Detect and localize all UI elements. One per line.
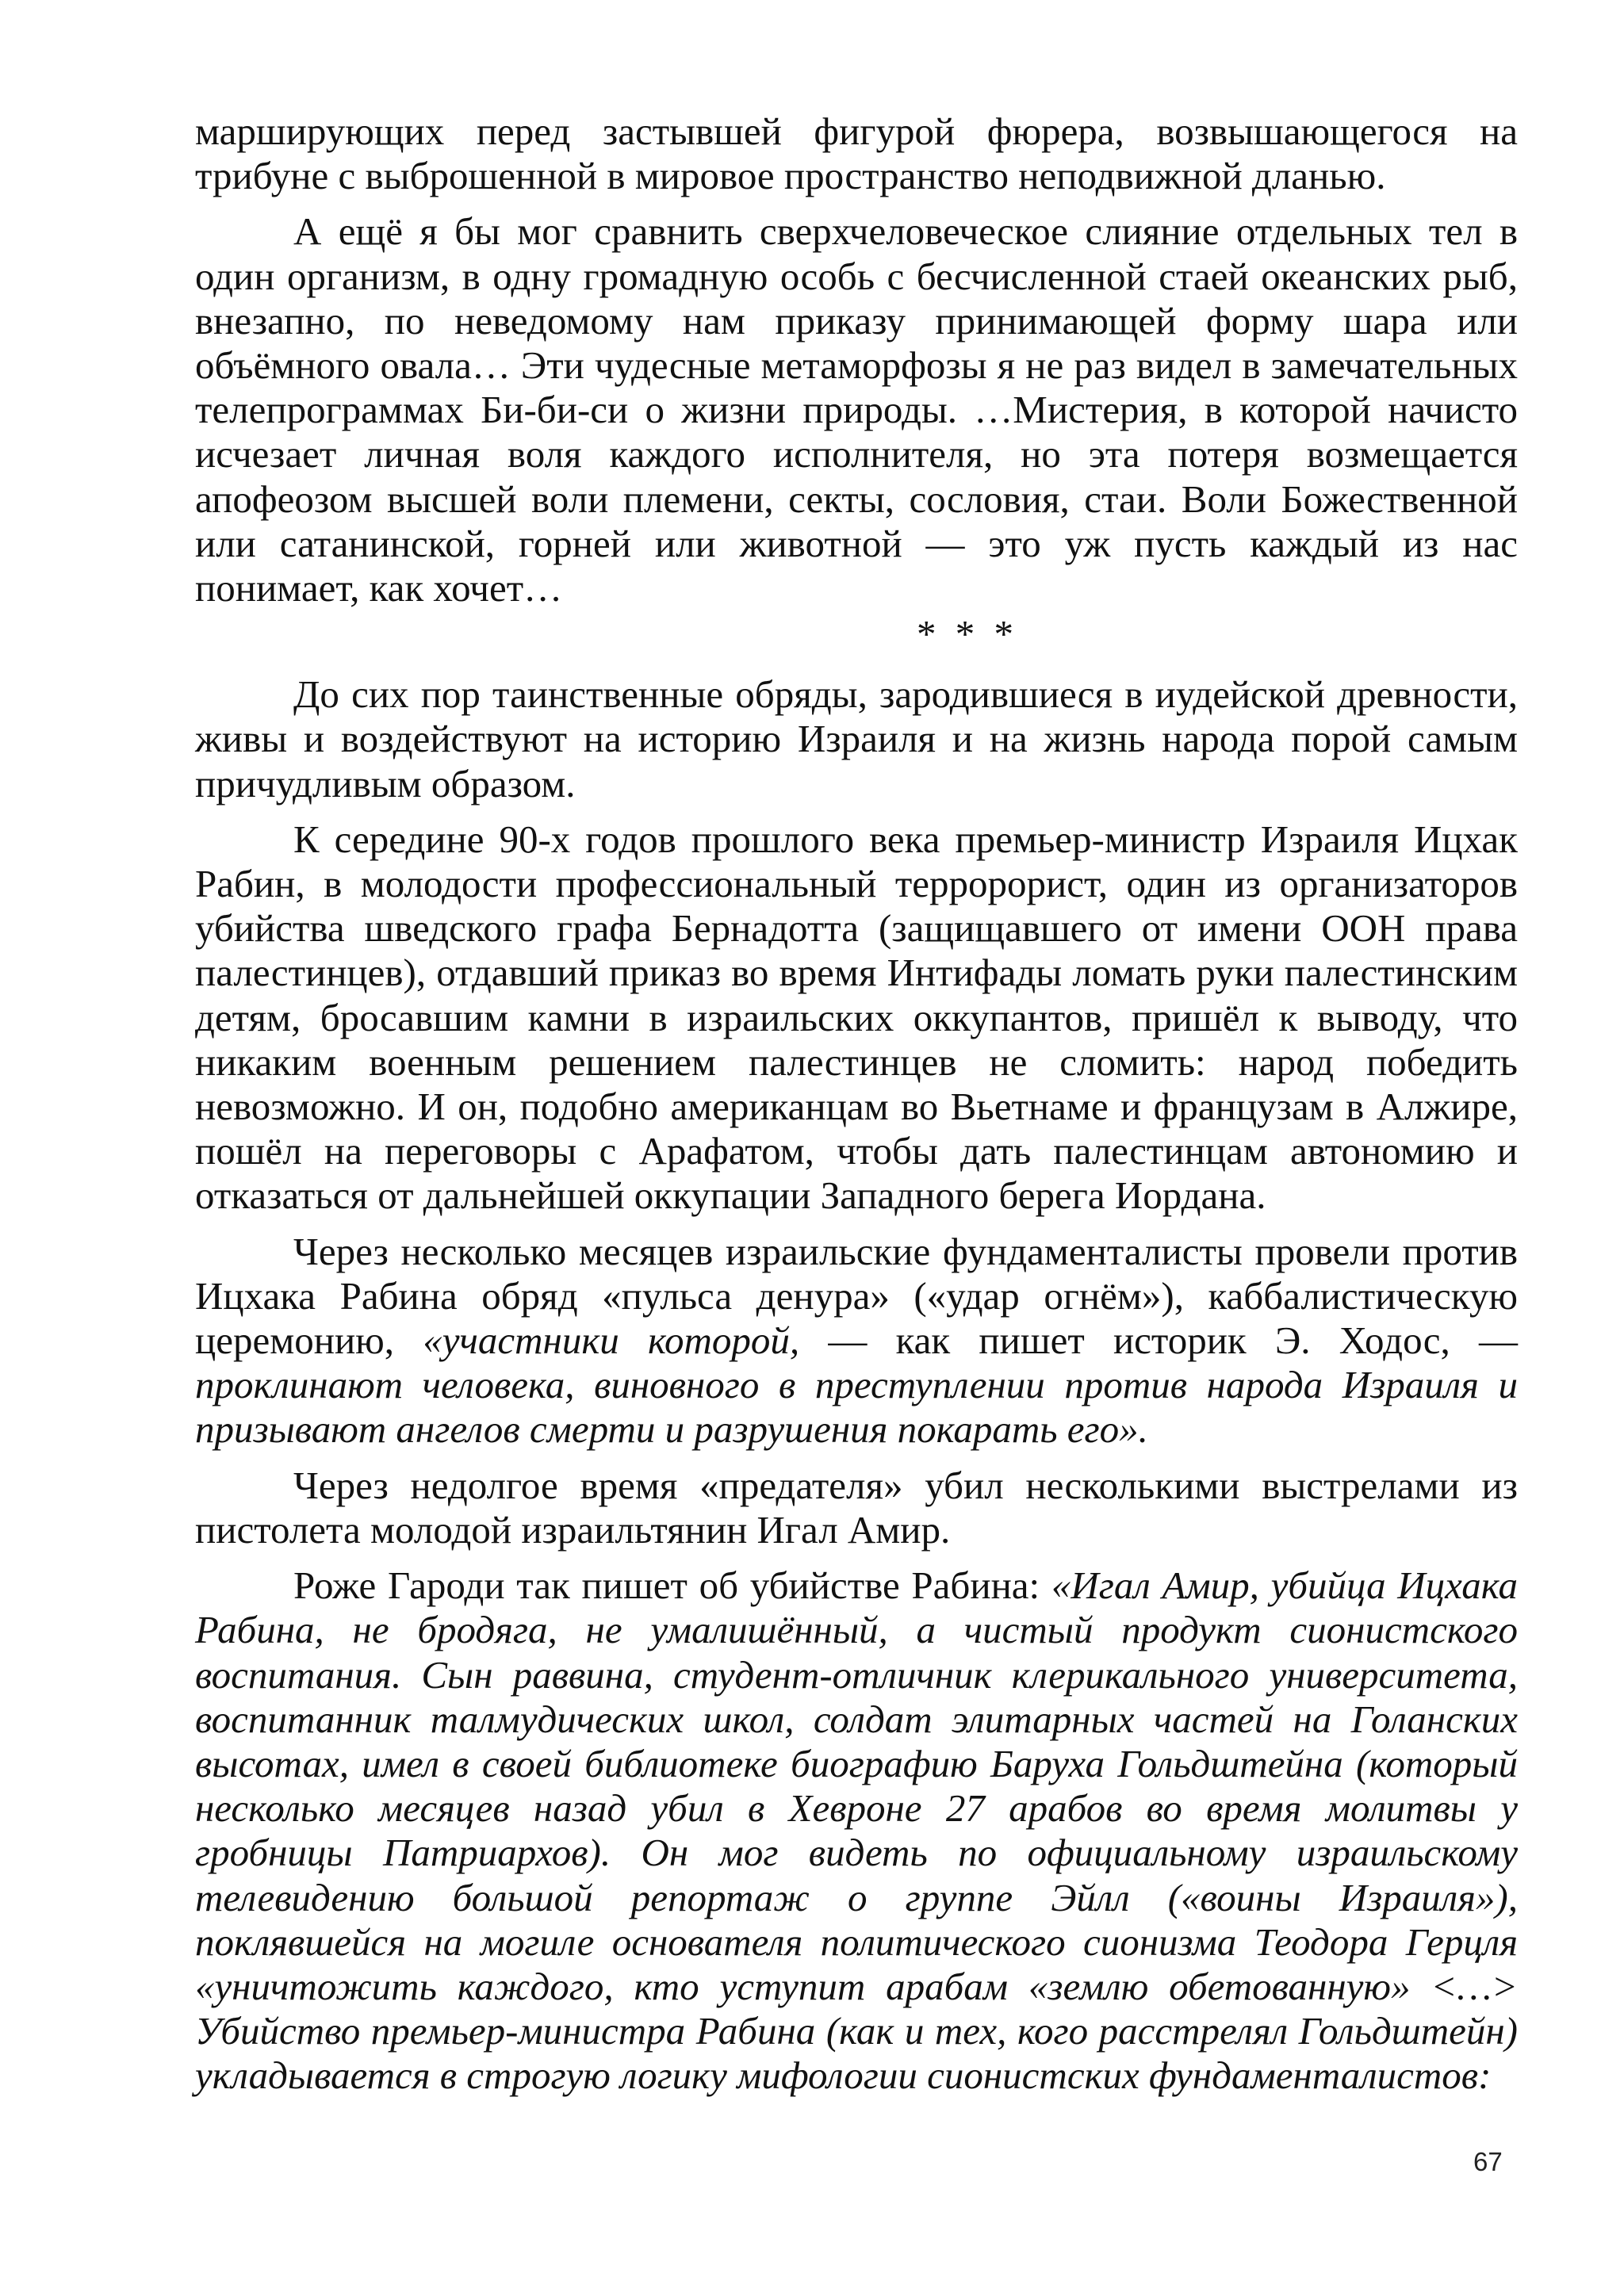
paragraph-7-intro: Роже Гароди так пишет об убийстве Рабина:: [293, 1563, 1051, 1608]
paragraph-5-quote-start: «участники которой,: [423, 1318, 800, 1363]
paragraph-1: марширующих перед застывшей фигурой фюрера, возвышающегося на трибуне с выброшенной в мировое пространство неподвижной дланью.: [195, 109, 1518, 198]
paragraph-6: Через недолгое время «предателя» убил несколькими выстрелами из пистолета молодой израильтянин Игал Амир.: [195, 1463, 1518, 1552]
section-separator: * * *: [917, 612, 1018, 656]
paragraph-2: А ещё я бы мог сравнить сверхчеловеческое слияние отдельных тел в один организм, в одну громадную особь с бесчисленной стаей океанских рыб, внезапно, по неведомому нам приказу принимающей форму шара или объёмного овала… Эти чудесные метаморфозы я не раз видел в замечательных телепрограммах Би-би-си о жизни природы. …Мистерия, в которой начисто исчезает личная воля каждого исполнителя, но эта потеря возмещается апофеозом высшей воли племени, секты, сословия, стаи. Воли Божественной или сатанинской, горней или животной — это уж пусть каждый из нас понимает, как хочет…: [195, 209, 1518, 610]
paragraph-5-attribution: — как пишет историк Э. Ходос, —: [799, 1318, 1518, 1363]
paragraph-7-quote: «Игал Амир, убийца Ицхака Рабина, не бродяга, не умалишённый, а чистый продукт сионистского воспитания. Сын раввина, студент-отличник клерикального университета, воспитанник талмудических школ, солдат элитарных частей на Голанских высотах, имел в своей библиотеке биографию Баруха Гольдштейна (который несколько месяцев назад убил в Хевроне 27 арабов во время молитвы у гробницы Патриархов). Он мог видеть по официальному израильскому телевидению большой репортаж о группе Эйлл («воины Израиля»), поклявшейся на могиле основателя политического сионизма Теодора Герцля «уничтожить каждого, кто уступит арабам «землю обетованную» <…> Убийство премьер-министра Рабина (как и тех, кого расстрелял Гольдштейн) укладывается в строгую логику мифологии сионистских фундаменталистов:: [195, 1563, 1518, 2098]
page-number: 67: [1473, 2147, 1503, 2176]
paragraph-4: К середине 90-х годов прошлого века премьер-министр Израиля Ицхак Рабин, в молодости профессиональный терророрист, один из организаторов убийства шведского графа Бернадотта (защищавшего от имени ООН права палестинцев), отдавший приказ во время Интифады ломать руки палестинским детям, бросавшим камни в израильских оккупантов, пришёл к выводу, что никаким военным решением палестинцев не сломить: народ победить невозможно. И он, подобно американцам во Вьетнаме и французам в Алжире, пошёл на переговоры с Арафатом, чтобы дать палестинцам автономию и отказаться от дальнейшей оккупации Западного берега Иордана.: [195, 817, 1518, 1218]
paragraph-5-quote-end: проклинают человека, виновного в преступлении против народа Израиля и призывают ангелов смерти и разрушения покарать его».: [195, 1363, 1518, 1452]
paragraph-5: [195, 1230, 1518, 1452]
body-text: [195, 109, 1518, 2110]
paragraph-5-intro: Через несколько месяцев израильские фундаменталисты провели против Ицхака Рабина обряд «пульса денура» («удар огнём»), каббалистическую церемонию,: [195, 1229, 1518, 1363]
paragraph-7: [195, 1563, 1518, 2098]
paragraph-3: До сих пор таинственные обряды, зародившиеся в иудейской древности, живы и воздействуют на историю Израиля и на жизнь народа порой самым причудливым образом.: [195, 672, 1518, 806]
